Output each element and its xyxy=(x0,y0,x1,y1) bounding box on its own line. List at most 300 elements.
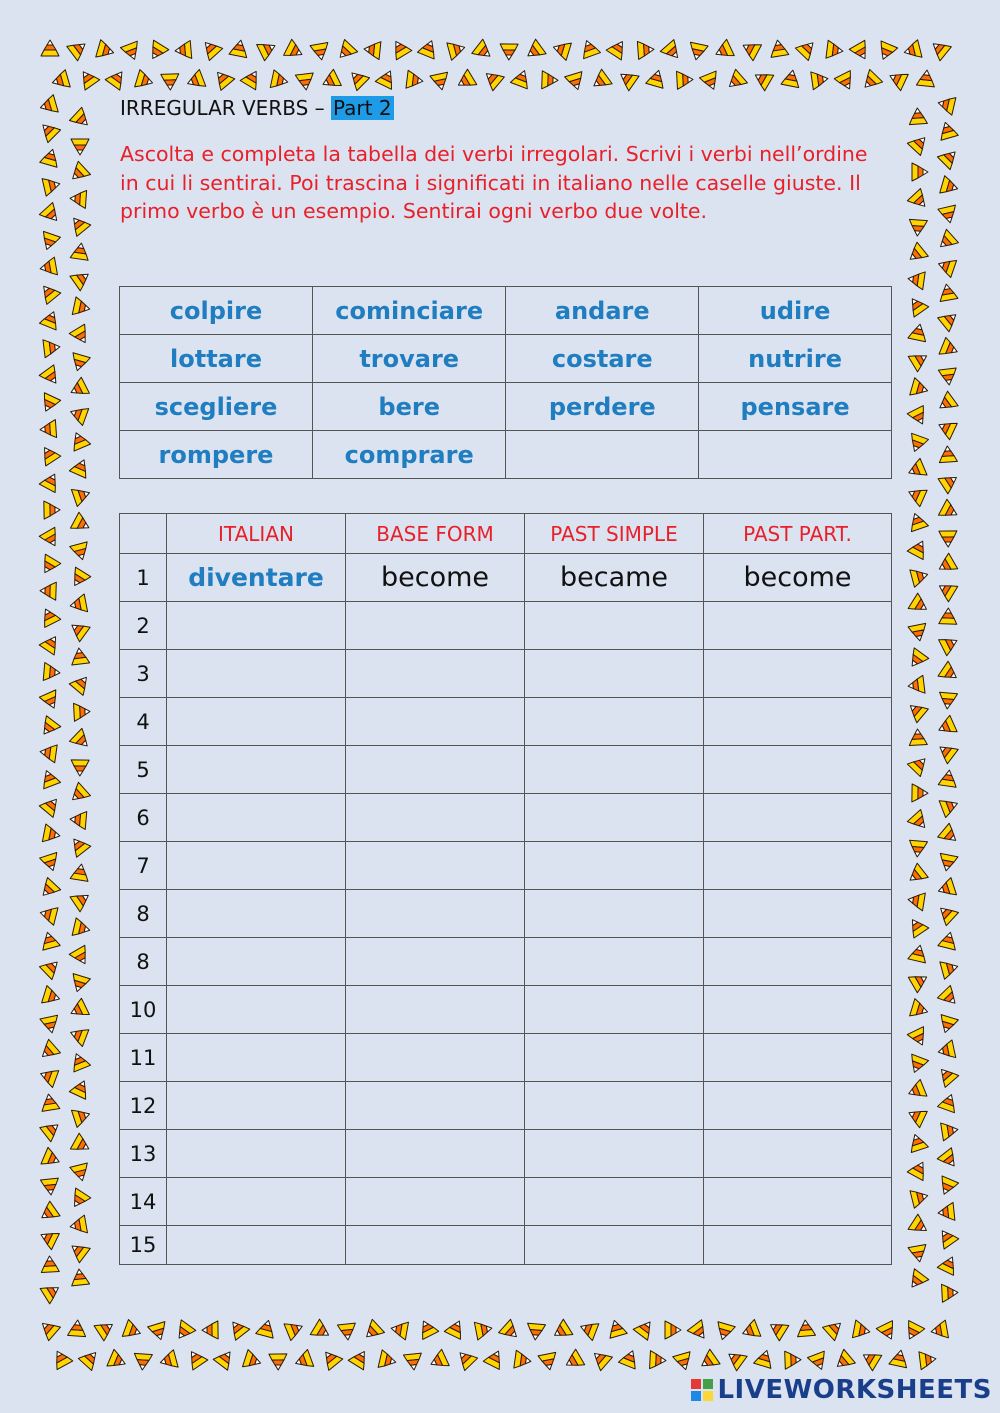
candy-corn-icon xyxy=(69,810,87,829)
candy-corn-icon xyxy=(907,1158,931,1181)
word-bank-cell[interactable]: cominciare xyxy=(313,287,506,335)
candy-corn-icon xyxy=(70,1163,91,1183)
candy-corn-icon xyxy=(39,527,63,550)
candy-corn-icon xyxy=(939,795,960,818)
candy-corn-icon xyxy=(936,1015,958,1036)
candy-corn-icon xyxy=(523,39,547,63)
word-bank-row xyxy=(120,383,892,431)
candy-corn-icon xyxy=(941,1121,960,1141)
cell-italian[interactable]: diventare xyxy=(167,554,346,602)
cell-past-simple[interactable] xyxy=(525,1130,704,1178)
candy-corn-icon xyxy=(72,1105,93,1127)
cell-past-participle[interactable] xyxy=(704,842,892,890)
row-number: 6 xyxy=(120,794,167,842)
candy-corn-icon xyxy=(38,1065,59,1087)
candy-corn-icon xyxy=(41,40,59,56)
candy-corn-icon xyxy=(935,553,958,577)
cell-past-simple[interactable] xyxy=(525,1034,704,1082)
candy-corn-icon xyxy=(69,672,93,696)
candy-corn-icon xyxy=(42,986,63,1008)
word-bank-cell[interactable]: rompere xyxy=(120,431,313,479)
candy-corn-icon xyxy=(37,877,61,901)
candy-corn-icon xyxy=(69,353,91,373)
candy-corn-icon xyxy=(908,593,931,617)
candy-corn-icon xyxy=(939,608,958,625)
row-number: 3 xyxy=(120,650,167,698)
candy-corn-icon xyxy=(120,41,143,62)
cell-base-form[interactable] xyxy=(346,650,525,698)
candy-corn-icon xyxy=(906,1054,929,1075)
candy-corn-icon xyxy=(852,1320,871,1341)
candy-corn-icon xyxy=(39,690,62,712)
candy-corn-icon xyxy=(361,1319,385,1343)
candy-corn-icon xyxy=(67,1188,91,1211)
row-number: 15 xyxy=(120,1226,167,1265)
cell-past-participle[interactable] xyxy=(704,698,892,746)
candy-corn-icon xyxy=(937,1253,960,1275)
candy-corn-icon xyxy=(70,888,93,912)
candy-corn-icon xyxy=(938,499,961,522)
candy-corn-icon xyxy=(39,632,63,655)
candy-corn-icon xyxy=(699,71,722,93)
cell-base-form[interactable] xyxy=(346,890,525,938)
candy-corn-icon xyxy=(939,632,961,655)
logo-text: LIVEWORKSHEETS xyxy=(717,1375,992,1405)
candy-corn-icon xyxy=(43,338,61,358)
cell-past-simple[interactable]: became xyxy=(525,554,704,602)
candy-corn-icon xyxy=(905,242,929,266)
candy-corn-icon xyxy=(447,39,467,61)
candy-corn-icon xyxy=(37,716,61,740)
candy-corn-icon xyxy=(172,1320,196,1344)
candy-corn-icon xyxy=(938,661,961,685)
candy-corn-icon xyxy=(589,69,613,93)
candy-corn-icon xyxy=(145,40,169,63)
candy-corn-icon xyxy=(69,324,93,347)
cell-past-participle[interactable] xyxy=(704,650,892,698)
cell-base-form[interactable]: become xyxy=(346,554,525,602)
candy-corn-icon xyxy=(908,729,927,746)
candy-corn-icon xyxy=(37,443,61,466)
candy-corn-icon xyxy=(875,41,898,63)
cell-past-simple[interactable] xyxy=(525,842,704,890)
candy-corn-icon xyxy=(39,956,63,980)
candy-corn-icon xyxy=(69,456,92,478)
candy-corn-icon xyxy=(907,891,926,911)
candy-corn-icon xyxy=(606,1318,628,1338)
row-number: 13 xyxy=(120,1130,167,1178)
cell-italian[interactable] xyxy=(167,794,346,842)
candy-corn-icon xyxy=(905,294,929,317)
candy-corn-icon xyxy=(930,1320,949,1341)
worksheet-title xyxy=(120,96,394,120)
candy-corn-icon xyxy=(905,699,929,723)
candy-corn-icon xyxy=(908,840,927,858)
cell-base-form[interactable] xyxy=(346,986,525,1034)
cell-italian[interactable] xyxy=(167,602,346,650)
header-past-simple: PAST SIMPLE xyxy=(525,514,704,554)
row-number: 11 xyxy=(120,1034,167,1082)
candy-corn-icon xyxy=(38,95,58,117)
cell-italian[interactable] xyxy=(167,1082,346,1130)
candy-corn-icon xyxy=(67,834,91,858)
word-bank-cell[interactable]: andare xyxy=(506,287,699,335)
cell-base-form[interactable] xyxy=(346,698,525,746)
candy-corn-icon xyxy=(906,1132,928,1153)
cell-italian[interactable] xyxy=(167,986,346,1034)
candy-corn-icon xyxy=(67,1024,88,1047)
cell-past-participle[interactable] xyxy=(704,602,892,650)
cell-base-form[interactable] xyxy=(346,1034,525,1082)
cell-past-simple[interactable] xyxy=(525,938,704,986)
word-bank-table xyxy=(119,286,892,479)
logo-square xyxy=(703,1379,713,1389)
candy-corn-icon xyxy=(912,784,928,802)
candy-corn-icon xyxy=(67,377,89,400)
candy-corn-icon xyxy=(905,915,929,938)
cell-base-form[interactable] xyxy=(346,1082,525,1130)
row-number: 5 xyxy=(120,746,167,794)
cell-past-participle[interactable] xyxy=(704,890,892,938)
candy-corn-icon xyxy=(500,44,518,60)
candy-corn-icon xyxy=(269,1354,287,1370)
word-bank-cell[interactable]: pensare xyxy=(699,383,892,431)
header-base-form: BASE FORM xyxy=(346,514,525,554)
candy-corn-icon xyxy=(739,37,762,60)
cell-past-simple[interactable] xyxy=(525,602,704,650)
candy-corn-icon xyxy=(937,985,961,1009)
candy-corn-icon xyxy=(38,231,60,252)
candy-corn-icon xyxy=(184,69,205,92)
table-row xyxy=(120,554,892,602)
cell-past-simple[interactable] xyxy=(525,794,704,842)
cell-base-form[interactable] xyxy=(346,602,525,650)
word-bank-cell[interactable]: comprare xyxy=(313,431,506,479)
candy-corn-icon xyxy=(577,1318,598,1341)
cell-past-participle[interactable] xyxy=(704,1226,892,1265)
candy-corn-icon xyxy=(823,1317,847,1341)
candy-corn-icon xyxy=(876,1321,899,1343)
candy-corn-icon xyxy=(454,69,477,93)
candy-corn-icon xyxy=(616,67,639,91)
candy-corn-icon xyxy=(334,39,358,63)
cell-past-participle[interactable] xyxy=(704,794,892,842)
candy-corn-icon xyxy=(406,70,424,90)
candy-corn-icon xyxy=(39,257,58,278)
candy-corn-icon xyxy=(67,567,91,590)
candy-corn-icon xyxy=(43,663,61,682)
candy-corn-icon xyxy=(42,175,62,196)
candy-corn-icon xyxy=(910,378,930,400)
candy-corn-icon xyxy=(796,1319,815,1337)
cell-base-form[interactable] xyxy=(346,1226,525,1265)
candy-corn-icon xyxy=(510,67,533,88)
candy-corn-icon xyxy=(618,1347,641,1369)
cell-past-participle[interactable]: become xyxy=(704,554,892,602)
candy-corn-icon xyxy=(37,1039,61,1063)
candy-corn-icon xyxy=(74,702,91,721)
candy-corn-icon xyxy=(910,566,930,588)
candy-corn-icon xyxy=(39,420,56,439)
candy-corn-icon xyxy=(474,1319,493,1340)
candy-corn-icon xyxy=(38,393,61,415)
candy-corn-icon xyxy=(935,740,959,764)
row-number: 14 xyxy=(120,1178,167,1226)
cell-past-participle[interactable] xyxy=(704,1034,892,1082)
candy-corn-icon xyxy=(935,391,959,415)
candy-corn-icon xyxy=(754,1348,776,1369)
candy-corn-icon xyxy=(901,1321,924,1343)
candy-corn-icon xyxy=(37,1227,59,1250)
candy-corn-icon xyxy=(472,39,496,63)
word-bank-cell[interactable]: colpire xyxy=(120,287,313,335)
candy-corn-icon xyxy=(68,403,89,425)
candy-corn-icon xyxy=(184,1347,208,1370)
candy-corn-icon xyxy=(514,1350,532,1370)
cell-past-simple[interactable] xyxy=(525,1178,704,1226)
candy-corn-icon xyxy=(916,69,936,87)
table-row xyxy=(120,794,892,842)
candy-corn-icon xyxy=(135,70,156,92)
word-bank-cell[interactable]: udire xyxy=(699,287,892,335)
candy-corn-icon xyxy=(907,537,930,560)
candy-corn-icon xyxy=(712,39,734,62)
candy-corn-icon xyxy=(937,1092,959,1113)
candy-corn-icon xyxy=(665,1321,681,1339)
candy-corn-icon xyxy=(940,176,960,198)
word-bank-cell[interactable]: perdere xyxy=(506,383,699,431)
cell-past-simple[interactable] xyxy=(525,986,704,1034)
cell-past-participle[interactable] xyxy=(704,746,892,794)
table-row xyxy=(120,746,892,794)
candy-corn-icon xyxy=(910,999,931,1021)
candy-corn-icon xyxy=(646,68,668,88)
candy-corn-icon xyxy=(363,40,381,60)
candy-corn-icon xyxy=(96,40,116,62)
cell-base-form[interactable] xyxy=(346,1130,525,1178)
cell-past-participle[interactable] xyxy=(704,1082,892,1130)
candy-corn-icon xyxy=(936,94,956,115)
verbs-table-body xyxy=(120,554,892,1265)
instructions: Ascolta e completa la tabella dei verbi irregolari. Scrivi i verbi nell’ordine in cui li sentirai. Poi trascina i significati in italiano nelle caselle giuste. Il primo verbo è un esempio. Sentirai ogni verbo due volte. xyxy=(120,142,868,223)
table-row xyxy=(120,698,892,746)
cell-past-participle[interactable] xyxy=(704,986,892,1034)
candy-corn-icon xyxy=(938,692,957,710)
candy-corn-icon xyxy=(39,794,63,818)
candy-corn-icon xyxy=(908,1214,931,1238)
candy-corn-icon xyxy=(68,974,90,995)
candy-corn-icon xyxy=(928,37,952,61)
cell-past-participle[interactable] xyxy=(704,938,892,986)
candy-corn-icon xyxy=(122,1319,143,1341)
candy-corn-icon xyxy=(538,1352,559,1371)
cell-past-participle[interactable] xyxy=(704,1130,892,1178)
candy-corn-icon xyxy=(94,1317,117,1341)
candy-corn-icon xyxy=(907,270,925,290)
candy-corn-icon xyxy=(935,578,958,602)
candy-corn-icon xyxy=(562,1349,585,1373)
candy-corn-icon xyxy=(161,74,180,91)
candy-corn-icon xyxy=(935,715,957,738)
candy-corn-icon xyxy=(310,1319,333,1343)
candy-corn-icon xyxy=(70,542,92,562)
candy-corn-icon xyxy=(39,930,61,950)
candy-corn-icon xyxy=(859,69,883,93)
cell-italian[interactable] xyxy=(167,890,346,938)
candy-corn-icon xyxy=(908,219,927,236)
cell-italian[interactable] xyxy=(167,1034,346,1082)
logo-square xyxy=(691,1379,701,1389)
candy-corn-icon xyxy=(427,1349,449,1372)
candy-corn-icon xyxy=(795,37,819,61)
candy-corn-icon xyxy=(938,205,959,225)
candy-corn-icon xyxy=(807,1351,830,1372)
candy-corn-icon xyxy=(907,675,925,695)
candy-corn-icon xyxy=(284,39,306,62)
candy-corn-icon xyxy=(637,40,654,59)
candy-corn-icon xyxy=(67,161,91,185)
candy-corn-icon xyxy=(739,1319,760,1342)
table-row xyxy=(120,1082,892,1130)
cell-italian[interactable] xyxy=(167,842,346,890)
row-number: 8 xyxy=(120,890,167,938)
candy-corn-icon xyxy=(940,958,960,980)
candy-corn-icon xyxy=(174,41,192,60)
candy-corn-icon xyxy=(38,767,61,788)
candy-corn-icon xyxy=(67,618,91,642)
candy-corn-icon xyxy=(67,782,91,806)
candy-corn-icon xyxy=(937,283,958,302)
cell-base-form[interactable] xyxy=(346,938,525,986)
candy-corn-icon xyxy=(39,308,62,330)
candy-corn-icon xyxy=(293,1349,314,1371)
candy-corn-icon xyxy=(886,68,908,91)
candy-corn-icon xyxy=(37,605,60,627)
cell-italian[interactable] xyxy=(167,650,346,698)
row-number: 1 xyxy=(120,554,167,602)
candy-corn-icon xyxy=(905,863,929,887)
cell-past-simple[interactable] xyxy=(525,698,704,746)
candy-corn-icon xyxy=(40,1118,64,1142)
cell-past-simple[interactable] xyxy=(525,890,704,938)
word-bank-cell[interactable]: bere xyxy=(313,383,506,431)
header-number xyxy=(120,514,167,554)
candy-corn-icon xyxy=(69,1215,88,1236)
cell-italian[interactable] xyxy=(167,698,346,746)
candy-corn-icon xyxy=(390,1319,409,1340)
cell-base-form[interactable] xyxy=(346,842,525,890)
candy-corn-icon xyxy=(936,1176,959,1198)
candy-corn-icon xyxy=(907,406,930,428)
candy-corn-icon xyxy=(938,308,962,332)
word-bank-cell[interactable]: scegliere xyxy=(120,383,313,431)
table-row xyxy=(120,1178,892,1226)
candy-corn-icon xyxy=(751,67,774,91)
candy-corn-icon xyxy=(937,1202,955,1222)
candy-corn-icon xyxy=(905,458,927,481)
candy-corn-icon xyxy=(606,37,630,60)
title-part-highlight: Part 2 xyxy=(333,96,392,120)
candy-corn-icon xyxy=(937,853,958,872)
candy-corn-icon xyxy=(348,1347,372,1370)
candy-corn-icon xyxy=(388,37,412,60)
cell-past-participle[interactable] xyxy=(704,1178,892,1226)
candy-corn-icon xyxy=(69,107,93,131)
candy-corn-icon xyxy=(902,40,922,61)
table-row xyxy=(120,842,892,890)
cell-past-simple[interactable] xyxy=(525,650,704,698)
candy-corn-icon xyxy=(270,70,289,91)
cell-italian[interactable] xyxy=(167,1226,346,1265)
candy-corn-icon xyxy=(202,1321,218,1339)
word-bank-cell[interactable]: lottare xyxy=(120,335,313,383)
candy-corn-icon xyxy=(346,67,370,91)
candy-corn-icon xyxy=(213,1347,237,1371)
candy-corn-icon xyxy=(910,1187,930,1208)
candy-corn-icon xyxy=(229,38,250,57)
cell-italian[interactable] xyxy=(167,746,346,794)
verbs-header-row xyxy=(120,514,892,554)
candy-corn-icon xyxy=(378,1350,398,1371)
candy-corn-icon xyxy=(942,1283,959,1302)
cell-past-simple[interactable] xyxy=(525,1226,704,1265)
candy-corn-icon xyxy=(905,484,927,507)
row-number: 2 xyxy=(120,602,167,650)
cell-italian[interactable] xyxy=(167,1130,346,1178)
candy-corn-icon xyxy=(938,445,957,462)
candy-corn-icon xyxy=(40,1280,63,1304)
cell-base-form[interactable] xyxy=(346,746,525,794)
word-bank-cell[interactable]: trovare xyxy=(313,335,506,383)
title-main: IRREGULAR VERBS – xyxy=(120,96,331,120)
cell-italian[interactable] xyxy=(167,938,346,986)
candy-corn-icon xyxy=(906,511,928,532)
candy-corn-icon xyxy=(68,429,91,451)
candy-corn-icon xyxy=(37,554,61,577)
table-row xyxy=(120,1226,892,1265)
candy-corn-icon xyxy=(67,213,91,237)
candy-corn-icon xyxy=(650,1351,667,1370)
cell-past-simple[interactable] xyxy=(525,1082,704,1130)
cell-past-simple[interactable] xyxy=(525,746,704,794)
candy-corn-icon xyxy=(907,753,931,777)
candy-corn-icon xyxy=(935,229,959,253)
candy-corn-icon xyxy=(40,1093,60,1112)
cell-italian[interactable] xyxy=(167,1178,346,1226)
candy-corn-icon xyxy=(811,70,829,90)
candy-corn-icon xyxy=(70,1133,93,1157)
row-number: 7 xyxy=(120,842,167,890)
candy-corn-icon xyxy=(905,1105,927,1128)
word-bank-cell[interactable]: costare xyxy=(506,335,699,383)
candy-corn-icon xyxy=(37,1201,60,1225)
word-bank-row xyxy=(120,287,892,335)
cell-base-form[interactable] xyxy=(346,1178,525,1226)
candy-corn-icon xyxy=(158,1350,178,1372)
word-bank-cell[interactable]: nutrire xyxy=(699,335,892,383)
cell-base-form[interactable] xyxy=(346,794,525,842)
word-bank-cell-empty xyxy=(699,431,892,479)
candy-corn-icon xyxy=(226,1317,250,1341)
candy-corn-icon xyxy=(724,1347,748,1371)
candy-corn-icon xyxy=(67,998,89,1021)
candy-corn-icon xyxy=(907,132,931,156)
candy-corn-icon xyxy=(417,37,440,59)
candy-corn-icon xyxy=(912,163,928,181)
logo-square xyxy=(691,1391,701,1401)
candy-corn-icon xyxy=(826,40,844,60)
candy-corn-icon xyxy=(40,1178,60,1196)
